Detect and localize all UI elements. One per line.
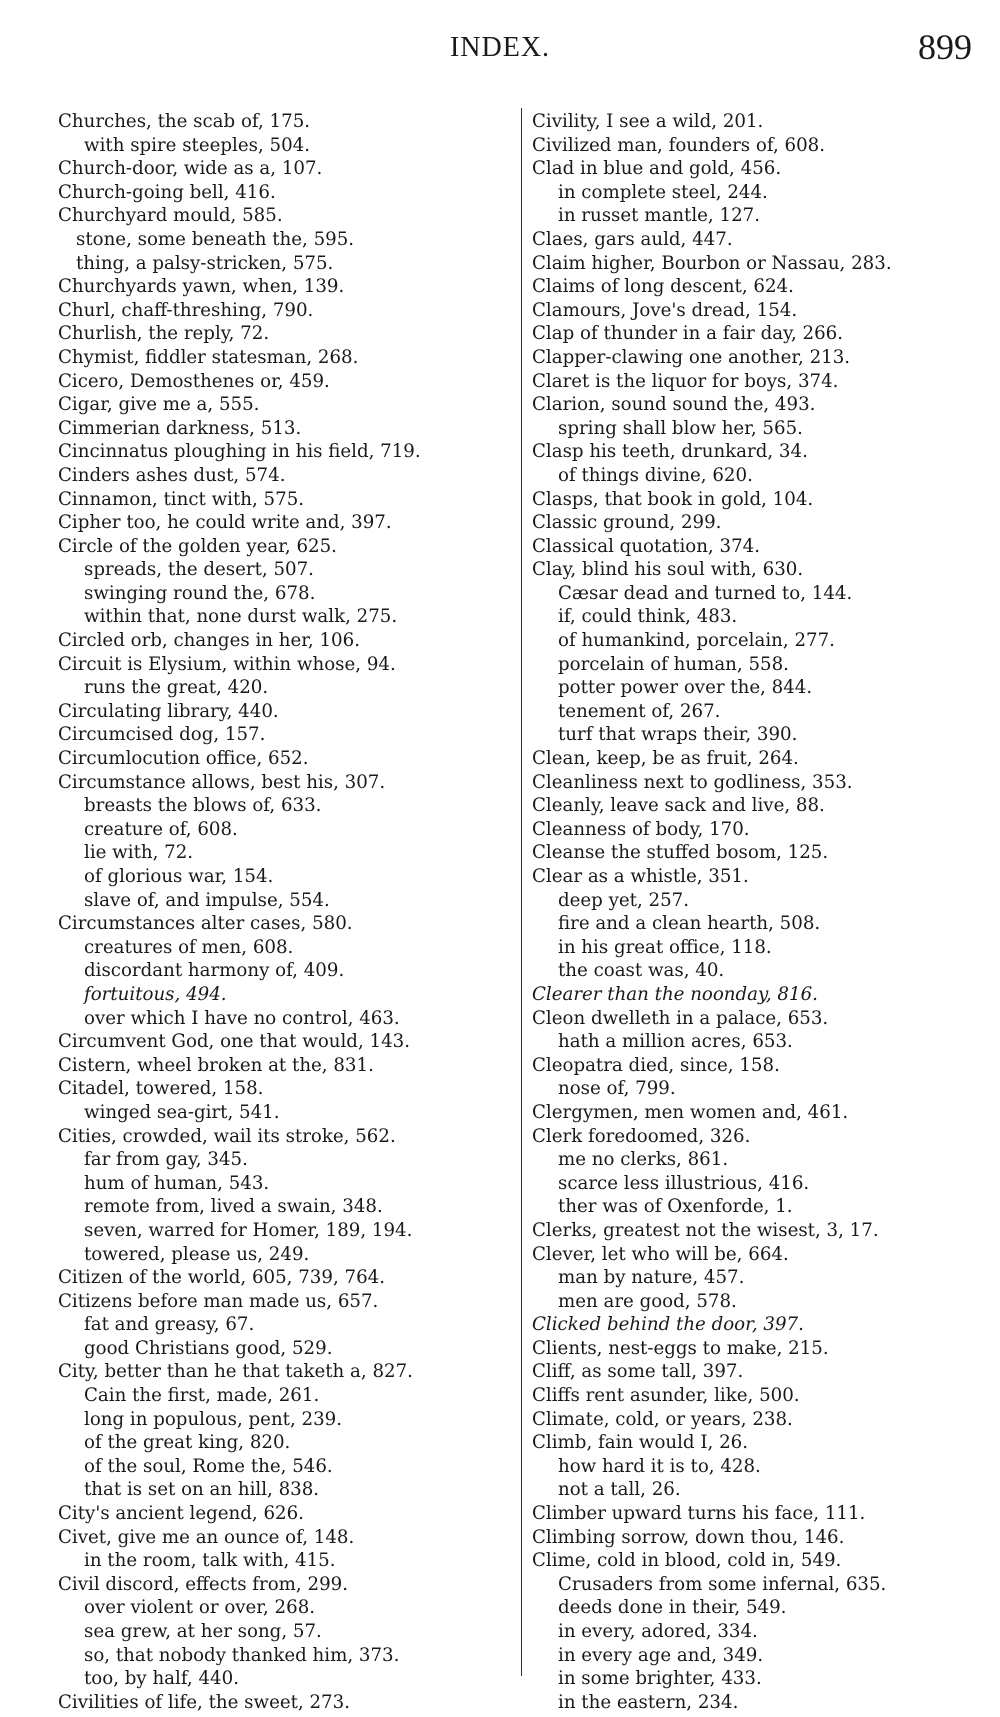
index-entry: Claret is the liquor for boys, 374.: [532, 370, 839, 392]
index-subentry: in complete steel, 244.: [558, 181, 768, 203]
index-subentry: that is set on an hill, 838.: [84, 1479, 320, 1501]
index-entry: Cincinnatus ploughing in his field, 719.: [58, 441, 421, 463]
index-entry: Churlish, the reply, 72.: [58, 323, 270, 345]
index-entry: Churl, chaff-threshing, 790.: [58, 299, 314, 321]
index-subentry: hum of human, 543.: [84, 1172, 270, 1194]
index-entry: Cleon dwelleth in a palace, 653.: [532, 1007, 829, 1029]
index-entry: City, better than he that taketh a, 827.: [58, 1361, 413, 1383]
index-entry: Cleanliness next to godliness, 353.: [532, 771, 853, 793]
index-entry: Circle of the golden year, 625.: [58, 535, 337, 557]
index-subentry: in every, adored, 334.: [558, 1621, 758, 1642]
index-subentry: slave of, and impulse, 554.: [84, 889, 330, 911]
index-entry: Climbing sorrow, down thou, 146.: [532, 1526, 845, 1548]
index-entry: Church-going bell, 416.: [58, 181, 276, 203]
index-entry: Civilized man, founders of, 608.: [532, 134, 826, 156]
index-subentry: seven, warred for Homer, 189, 194.: [84, 1219, 413, 1241]
index-subentry: potter power over the, 844.: [558, 677, 813, 699]
index-entry: Clients, nest-eggs to make, 215.: [532, 1337, 829, 1359]
index-subentry: Cæsar dead and turned to, 144.: [558, 582, 853, 604]
index-subentry: over which I have no control, 463.: [84, 1007, 400, 1029]
index-entry: Civet, give me an ounce of, 148.: [58, 1526, 355, 1548]
index-subentry: winged sea-girt, 541.: [84, 1101, 280, 1123]
page-title: INDEX.: [449, 32, 551, 63]
index-entry: Civilities of life, the sweet, 273.: [58, 1691, 350, 1713]
index-subentry: swinging round the, 678.: [84, 582, 316, 604]
index-subentry: of things divine, 620.: [558, 464, 753, 486]
index-subentry: deeds done in their, 549.: [558, 1597, 787, 1619]
index-subentry: ther was of Oxenforde, 1.: [558, 1196, 793, 1218]
index-subentry: Crusaders from some infernal, 635.: [558, 1573, 887, 1595]
index-subentry: remote from, lived a swain, 348.: [84, 1196, 383, 1218]
page-header: [0, 26, 1000, 76]
index-subentry: thing, a palsy-stricken, 575.: [76, 252, 334, 274]
index-entry: Climber upward turns his face, 111.: [532, 1503, 866, 1525]
index-subentry: Cain the first, made, 261.: [84, 1385, 320, 1407]
index-entry: Clay, blind his soul with, 630.: [532, 559, 804, 581]
index-entry: Cinders ashes dust, 574.: [58, 464, 286, 486]
index-entry: Cities, crowded, wail its stroke, 562.: [58, 1125, 396, 1147]
index-entry: Clarion, sound sound the, 493.: [532, 394, 816, 416]
index-subentry: too, by half, 440.: [84, 1668, 239, 1690]
index-subentry: within that, none durst walk, 275.: [84, 606, 398, 628]
index-entry: Clever, let who will be, 664.: [532, 1243, 789, 1265]
index-entry: Cleanse the stuffed bosom, 125.: [532, 842, 829, 864]
index-entry: Clime, cold in blood, cold in, 549.: [532, 1550, 842, 1572]
index-subentry: in the room, talk with, 415.: [84, 1550, 336, 1572]
index-subentry: me no clerks, 861.: [558, 1149, 729, 1171]
index-entry: Classical quotation, 374.: [532, 535, 760, 557]
index-entry: Cicero, Demosthenes or, 459.: [58, 370, 330, 392]
index-entry: Classic ground, 299.: [532, 512, 722, 534]
index-subentry: men are good, 578.: [558, 1290, 737, 1312]
index-subentry: turf that wraps their, 390.: [558, 724, 798, 746]
index-subentry: far from gay, 345.: [84, 1149, 248, 1171]
index-subentry: deep yet, 257.: [558, 889, 689, 911]
index-entry: Clamours, Jove's dread, 154.: [532, 299, 798, 321]
index-subentry: in russet mantle, 127.: [558, 205, 760, 227]
index-entry: Circumlocution office, 652.: [58, 748, 309, 770]
index-entry: Circumvent God, one that would, 143.: [58, 1031, 411, 1053]
index-subentry: fortuitous, 494.: [84, 983, 227, 1005]
index-entry: Citadel, towered, 158.: [58, 1078, 264, 1100]
index-entry: Clicked behind the door, 397.: [532, 1314, 804, 1336]
index-entry: Chymist, fiddler statesman, 268.: [58, 346, 359, 368]
index-subentry: fire and a clean hearth, 508.: [558, 913, 821, 935]
page-number: 899: [918, 27, 972, 67]
index-subentry: good Christians good, 529.: [84, 1337, 333, 1359]
index-subentry: spreads, the desert, 507.: [84, 559, 314, 581]
index-entry: Circumstances alter cases, 580.: [58, 913, 353, 935]
index-entry: Clerks, greatest not the wisest, 3, 17.: [532, 1219, 879, 1241]
index-subentry: in every age and, 349.: [558, 1644, 764, 1666]
index-entry: Citizens before man made us, 657.: [58, 1290, 379, 1312]
index-entry: Cliff, as some tall, 397.: [532, 1361, 744, 1383]
index-subentry: tenement of, 267.: [558, 700, 721, 722]
index-entry: Cigar, give me a, 555.: [58, 394, 260, 416]
index-subentry: hath a million acres, 653.: [558, 1031, 793, 1053]
index-subentry: of the soul, Rome the, 546.: [84, 1455, 333, 1477]
index-entry: Cipher too, he could write and, 397.: [58, 512, 392, 534]
index-entry: Citizen of the world, 605, 739, 764.: [58, 1267, 386, 1289]
index-subentry: nose of, 799.: [558, 1078, 676, 1100]
index-entry: Cinnamon, tinct with, 575.: [58, 488, 305, 510]
index-entry: Circulating library, 440.: [58, 700, 279, 722]
index-entry: Cleopatra died, since, 158.: [532, 1054, 780, 1076]
index-entry: Climate, cold, or years, 238.: [532, 1408, 793, 1430]
index-subentry: how hard it is to, 428.: [558, 1455, 761, 1477]
index-subentry: discordant harmony of, 409.: [84, 960, 345, 982]
index-subentry: over violent or over, 268.: [84, 1597, 316, 1619]
index-subentry: creature of, 608.: [84, 818, 238, 840]
index-subentry: in the eastern, 234.: [558, 1691, 739, 1713]
index-subentry: of humankind, porcelain, 277.: [558, 630, 835, 652]
index-subentry: not a tall, 26.: [558, 1479, 681, 1501]
index-subentry: porcelain of human, 558.: [558, 653, 789, 675]
index-entry: Clergymen, men women and, 461.: [532, 1101, 849, 1123]
index-subentry: in his great office, 118.: [558, 936, 772, 958]
index-entry: Churches, the scab of, 175.: [58, 111, 311, 132]
index-entry: Cimmerian darkness, 513.: [58, 417, 302, 439]
column-divider: [521, 108, 522, 1676]
index-subentry: fat and greasy, 67.: [84, 1314, 255, 1336]
index-entry: Clear as a whistle, 351.: [532, 866, 749, 887]
index-entry: Circumcised dog, 157.: [58, 724, 266, 746]
index-subentry: breasts the blows of, 633.: [84, 795, 322, 817]
index-entry: City's ancient legend, 626.: [58, 1503, 304, 1525]
index-entry: Clad in blue and gold, 456.: [532, 158, 782, 180]
index-entry: Civil discord, effects from, 299.: [58, 1573, 348, 1595]
index-subentry: scarce less illustrious, 416.: [558, 1172, 810, 1194]
index-subentry: sea grew, at her song, 57.: [84, 1621, 322, 1642]
index-entry: Clasps, that book in gold, 104.: [532, 488, 814, 510]
index-subentry: man by nature, 457.: [558, 1267, 745, 1289]
index-subentry: of glorious war, 154.: [84, 866, 274, 887]
index-entry: Cistern, wheel broken at the, 831.: [58, 1054, 374, 1076]
index-entry: Clapper-clawing one another, 213.: [532, 346, 851, 368]
index-subentry: in some brighter, 433.: [558, 1668, 762, 1690]
index-subentry: with spire steeples, 504.: [84, 134, 311, 156]
index-entry: Climb, fain would I, 26.: [532, 1432, 749, 1454]
index-column-right: [532, 110, 982, 1714]
index-subentry: so, that nobody thanked him, 373.: [84, 1644, 400, 1666]
index-entry: Cliffs rent asunder, like, 500.: [532, 1385, 800, 1407]
index-entry: Clean, keep, be as fruit, 264.: [532, 748, 799, 770]
index-entry: Churchyards yawn, when, 139.: [58, 276, 345, 298]
index-entry: Church-door, wide as a, 107.: [58, 158, 323, 180]
index-subentry: towered, please us, 249.: [84, 1243, 310, 1265]
index-entry: Claim higher, Bourbon or Nassau, 283.: [532, 252, 892, 274]
index-column-left: [58, 110, 508, 1714]
index-entry: Claes, gars auld, 447.: [532, 228, 733, 250]
index-entry: Clasp his teeth, drunkard, 34.: [532, 441, 808, 463]
index-subentry: the coast was, 40.: [558, 960, 725, 982]
index-subentry: spring shall blow her, 565.: [558, 417, 803, 439]
index-subentry: if, could think, 483.: [558, 606, 738, 628]
index-subentry: of the great king, 820.: [84, 1432, 291, 1454]
index-subentry: lie with, 72.: [84, 842, 194, 864]
index-entry: Clearer than the noonday, 816.: [532, 983, 818, 1005]
index-entry: Circumstance allows, best his, 307.: [58, 771, 386, 793]
index-subentry: creatures of men, 608.: [84, 936, 294, 958]
index-subentry: runs the great, 420.: [84, 677, 269, 699]
index-entry: Civility, I see a wild, 201.: [532, 111, 764, 132]
index-entry: Circuit is Elysium, within whose, 94.: [58, 653, 396, 675]
index-entry: Clerk foredoomed, 326.: [532, 1125, 751, 1147]
index-entry: Circled orb, changes in her, 106.: [58, 630, 360, 652]
index-entry: Claims of long descent, 624.: [532, 276, 794, 298]
index-subentry: stone, some beneath the, 595.: [76, 228, 355, 250]
index-entry: Churchyard mould, 585.: [58, 205, 283, 227]
index-entry: Cleanness of body, 170.: [532, 818, 750, 840]
index-entry: Cleanly, leave sack and live, 88.: [532, 795, 825, 817]
index-subentry: long in populous, pent, 239.: [84, 1408, 343, 1430]
index-entry: Clap of thunder in a fair day, 266.: [532, 323, 843, 345]
